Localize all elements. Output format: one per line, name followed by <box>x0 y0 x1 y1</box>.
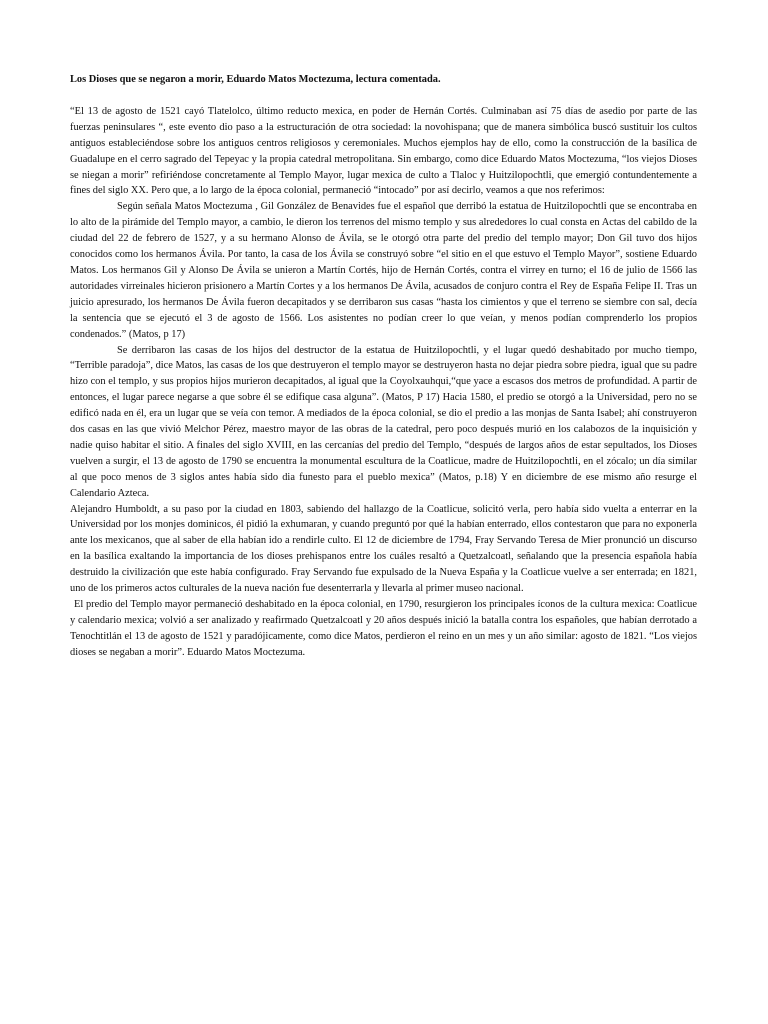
paragraph-intro: “El 13 de agosto de 1521 cayó Tlatelolco, último reducto mexica, en poder de Hernán Cortés. Culminaban así 75 días de asedio por parte de las fuerzas peninsulares “, este evento dio paso a la estructuración de otra sociedad: la novohispana; que de manera simbólica buscó sustituir los cultos antiguos estableciéndose sobre los antiguos centros religiosos y ceremoniales. Muchos ejemplos hay de ello, como la construcción de la basílica de Guadalupe en el cerro sagrado del Tepeyac y la propia catedral metropolitana. Sin embargo, como dice Eduardo Matos Moctezuma, “los viejos Dioses se niegan a morir” refiriéndose concretamente al Templo Mayor, lugar mexica de culto a Tlaloc y Huitzilopochtli, que emergió contundentemente a fines del siglo XX. Pero que, a lo largo de la época colonial, permaneció “intocado” por así decirlo, veamos a que nos referimos: <box>70 105 697 197</box>
document-page <box>70 72 697 661</box>
paragraph-paradox: Se derribaron las casas de los hijos del destructor de la estatua de Huitzilopochtli, y el lugar quedó deshabitado por mucho tiempo, “Terrible paradoja”, dice Matos, las casas de los que destruyeron el templo mayor se destruyeron hasta no dejar piedra sobre piedra, igual que su padre hizo con el templo, y sus propios hijos murieron decapitados, al igual que la Coyolxauhqui,“que yace a escasos dos metros de profundidad. A partir de entonces, el lugar parece negarse a que sobre él se edifique casa alguna”. (Matos, P 17) Hacia 1580, el predio se otorgó a la Universidad, pero no se edificó nada en él, era un lugar que se veía con temor. A mediados de la época colonial, se dio el predio a las monjas de Santa Isabel; ahí construyeron dos casas en las que vivió Melchor Pérez, maestro mayor de las obras de la catedral, pero poco después murió en los calabozos de la inquisición y nadie quiso habitar el sitio. A finales del siglo XVIII, en las cercanías del predio del Templo, “después de largos años de estar sepultados, los Dioses vuelven a surgir, el 13 de agosto de 1790 se encuentra la monumental escultura de la Coatlicue, madre de Huitzilopochtli, en el zócalo; un día similar al que poco menos de 3 siglos antes había sido dia funesto para el pueblo mexica” (Matos, p.18) Y en diciembre de ese mismo año resurge el Calendario Azteca. <box>70 344 697 499</box>
paragraph-humboldt: Alejandro Humboldt, a su paso por la ciudad en 1803, sabiendo del hallazgo de la Coatlicue, solicitó verla, pero había sido vuelta a enterrar en la Universidad por los monjes dominicos, él pidió la exhumaran, y cuando preguntó por qué la habían enterrado, ellos contestaron que para no exponerla ante los mexicanos, que al saber de ella habían ido a rendirle culto. El 12 de diciembre de 1794, Fray Servando Teresa de Mier pronunció un discurso en la basílica exaltando la importancia de los dioses prehispanos entre los cuáles resaltó a Quetzalcoatl, señalando que la presencia española había destruido la civilización que este había configurado. Fray Servando fue expulsado de la Nueva España y la Coatlicue vuelve a ser enterrada; en 1821, uno de los primeros actos culturales de la nueva nación fue desenterrarla y llevarla al primer museo nacional. <box>70 503 697 595</box>
paragraph-avila-brothers: Según señala Matos Moctezuma , Gil González de Benavides fue el español que derribó la estatua de Huitzilopochtli que se encontraba en lo alto de la pirámide del Templo mayor, a cambio, le dieron los terrenos del mismo templo y sus alrededores lo cual consta en Actas del cabildo de la ciudad del 22 de febrero de 1527, y a su hermano Alonso de Ávila, se le otorgó otra parte del predio del templo mayor; Don Gil tuvo dos hijos conocidos como los hermanos Ávila. Por tanto, la casa de los Ávila se construyó sobre “el sitio en el que estuvo el Templo Mayor”, sostiene Eduardo Matos. Los hermanos Gil y Alonso De Ávila se unieron a Martín Cortés, hijo de Hernán Cortés, contra el virrey en turno; el 16 de julio de 1566 las autoridades virreinales hicieron prisionero a Martín Cortes y a los hermanos De Ávila, acusados de conjuro contra el Rey de España Felipe II. Tras un juicio apresurado, los hermanos De Ávila fueron decapitados y se derribaron sus casas “hasta los cimientos y que el terreno se siembre con sal, decía la sentencia que se ejecutó el 3 de agosto de 1566. Los asistentes no podían creer lo que veían, y menos podían comprenderlo los propios condenados.” (Matos, p 17) <box>70 201 697 340</box>
document-title: Los Dioses que se negaron a morir, Eduardo Matos Moctezuma, lectura comentada. <box>70 74 441 85</box>
paragraph-conclusion: El predio del Templo mayor permaneció deshabitado en la época colonial, en 1790, resurgieron los principales íconos de la cultura mexica: Coatlicue y calendario mexica; volvió a ser analizado y reafirmado Quetzalcoatl y 20 años después inició la batalla contra los españoles, que habían derrotado a Tenochtitlán el 13 de agosto de 1521 y paradójicamente, como dice Matos, perdieron el reino en un mes y un año similar: agosto de 1821. “Los viejos dioses se negaban a morir”. Eduardo Matos Moctezuma. <box>70 599 697 658</box>
